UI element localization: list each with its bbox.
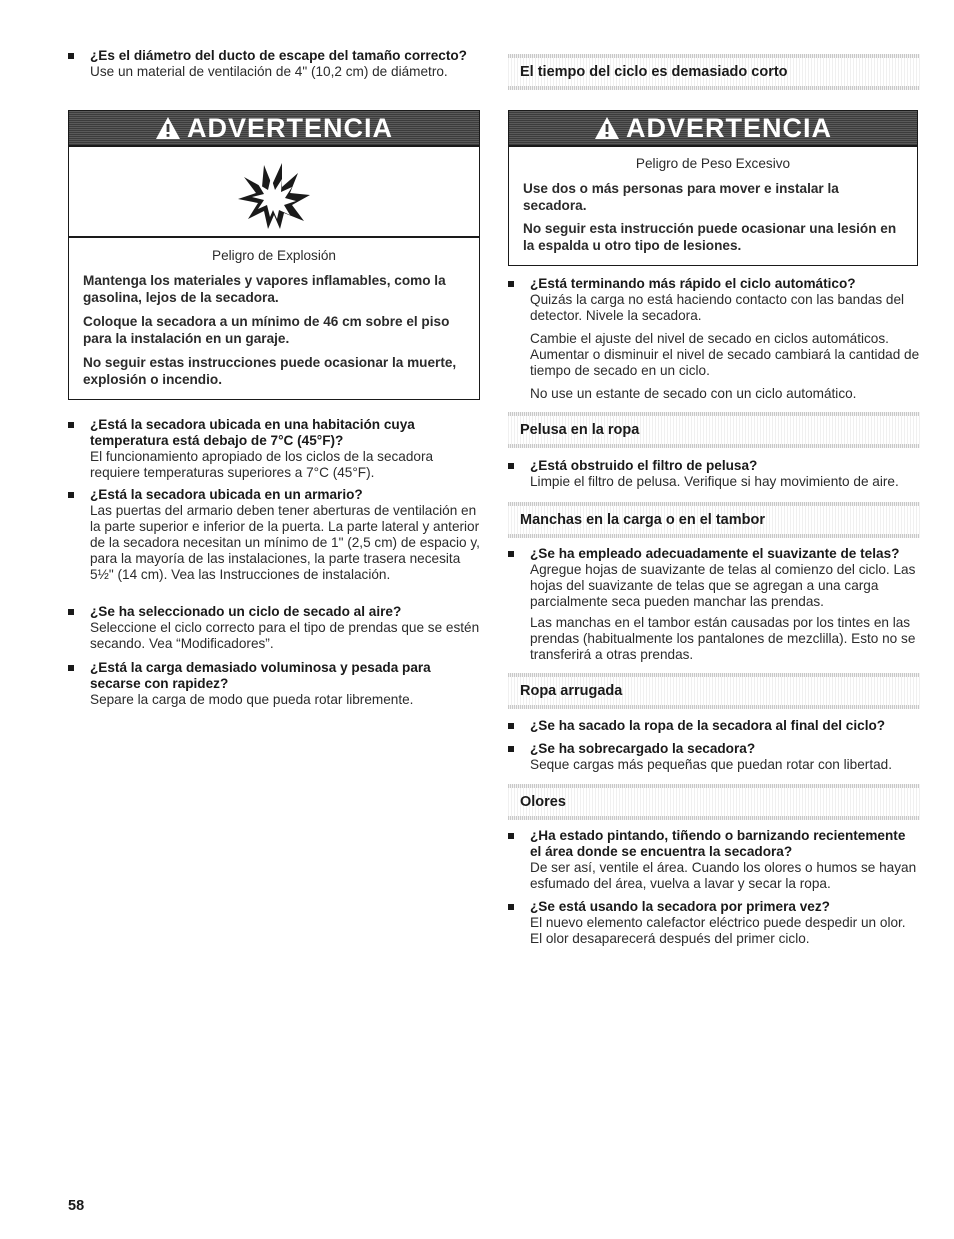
list-item [508, 741, 920, 773]
question [508, 899, 920, 915]
section-title: Ropa arrugada [520, 683, 623, 699]
list-item [508, 828, 920, 892]
warning-subtitle: Peligro de Explosión [212, 248, 336, 263]
bullet-icon [68, 53, 74, 59]
question [508, 276, 920, 292]
answer-text: Use un material de ventilación de 4" (10,2 cm) de diámetro. [90, 64, 448, 79]
warning-triangle-icon [155, 116, 181, 140]
warning-line: No seguir estas instrucciones puede ocasionar la muerte, explosión o incendio. [83, 355, 457, 387]
question [508, 828, 920, 860]
warning-header [509, 111, 917, 145]
list-item [68, 48, 480, 80]
question-text: ¿Se ha sobrecargado la secadora? [530, 741, 756, 756]
answer-text: Seleccione el ciclo correcto para el tipo de prendas que se estén secando. Vea “Modificadores”. [90, 620, 480, 651]
question-text: ¿Ha estado pintando, tiñendo o barnizando recientemente el área donde se encuentra la secadora? [530, 828, 906, 859]
question-text: ¿Se ha sacado la ropa de la secadora al final del ciclo? [530, 718, 886, 733]
question-text: ¿Está obstruido el filtro de pelusa? [530, 458, 758, 473]
list-item [68, 604, 480, 652]
warning-subtitle: Peligro de Peso Excesivo [635, 156, 791, 171]
question [508, 741, 920, 757]
warning-line: No seguir esta instrucción puede ocasionar una lesión en la espalda u otro tipo de lesiones. [523, 221, 897, 253]
question [508, 458, 920, 474]
answer-text: Cambie el ajuste del nivel de secado en ciclos automáticos. Aumentar o disminuir el nivel de secado cambiará la cantidad de tiempo de secado en un ciclo. [530, 331, 920, 378]
section-title: El tiempo del ciclo es demasiado corto [520, 64, 788, 80]
bullet-icon [508, 833, 514, 839]
list-item [508, 546, 920, 610]
page-number: 58 [68, 1198, 85, 1214]
answer-text: El funcionamiento apropiado de los ciclos de la secadora requiere temperaturas superiores a 7°C (45°F). [90, 449, 434, 480]
bullet-icon [508, 723, 514, 729]
section-header-cycle [508, 54, 920, 90]
question [68, 48, 480, 64]
question [68, 660, 480, 692]
warning-header [69, 111, 479, 145]
warning-heading: ADVERTENCIA [186, 112, 393, 143]
section-title: Pelusa en la ropa [520, 422, 640, 438]
bullet-icon [508, 281, 514, 287]
answer-text: El nuevo elemento calefactor eléctrico puede despedir un olor. El olor desaparecerá después del primer ciclo. [530, 915, 906, 946]
answer-text: Quizás la carga no está haciendo contacto con las bandas del detector. Nivele la secadora. [530, 292, 905, 323]
question-text: ¿Se está usando la secadora por primera vez? [530, 899, 830, 914]
list-item [68, 417, 480, 481]
question [68, 417, 480, 449]
answer-text: Las manchas en el tambor están causadas por los tintes en las prendas (habitualmente los pantalones de mezclilla). Esto no se transferirá a otras prendas. [530, 615, 916, 662]
explosion-icon [234, 159, 314, 231]
section-title: Olores [520, 794, 566, 810]
answer-text: Seque cargas más pequeñas que puedan rotar con libertad. [530, 757, 892, 772]
answer-text: Agregue hojas de suavizante de telas al comienzo del ciclo. Las hojas del suavizante de telas que se agregan a una carga parcialmente seca pueden manchar las prendas. [530, 562, 916, 609]
weight-warning-box [508, 110, 918, 266]
divider [69, 145, 479, 147]
warning-line: Use dos o más personas para mover e instalar la secadora. [523, 181, 839, 213]
question-text: ¿Es el diámetro del ducto de escape del tamaño correcto? [90, 48, 467, 63]
question [508, 718, 920, 734]
divider [509, 145, 917, 147]
bullet-icon [68, 665, 74, 671]
warning-line: Mantenga los materiales y vapores inflamables, como la gasolina, lejos de la secadora. [83, 273, 446, 305]
question-text: ¿Está la secadora ubicada en una habitación cuya temperatura está debajo de 7°C (45°F)? [90, 417, 415, 448]
warning-heading: ADVERTENCIA [625, 112, 832, 143]
explosion-warning-box [68, 110, 480, 400]
list-item [508, 458, 920, 490]
question-text: ¿Se ha empleado adecuadamente el suavizante de telas? [530, 546, 900, 561]
section-header-odors [508, 784, 920, 820]
list-item [508, 899, 920, 947]
question [68, 604, 480, 620]
warning-triangle-icon [594, 116, 620, 140]
question-text: ¿Está terminando más rápido el ciclo automático? [530, 276, 856, 291]
answer-text: Separe la carga de modo que pueda rotar libremente. [90, 692, 414, 707]
answer-text: No use un estante de secado con un ciclo automático. [530, 386, 857, 401]
section-header-stains [508, 502, 920, 538]
bullet-icon [508, 463, 514, 469]
question [508, 546, 920, 562]
list-item [508, 276, 920, 324]
list-item [68, 487, 480, 583]
bullet-icon [68, 422, 74, 428]
question [68, 487, 480, 503]
section-title: Manchas en la carga o en el tambor [520, 512, 765, 528]
list-item [68, 660, 480, 708]
bullet-icon [508, 551, 514, 557]
bullet-icon [68, 492, 74, 498]
question-text: ¿Se ha seleccionado un ciclo de secado al aire? [90, 604, 402, 619]
bullet-icon [508, 904, 514, 910]
list-item [508, 718, 920, 734]
section-header-wrinkled [508, 673, 920, 709]
question-text: ¿Está la carga demasiado voluminosa y pesada para secarse con rapidez? [90, 660, 431, 691]
warning-line: Coloque la secadora a un mínimo de 46 cm sobre el piso para la instalación en un garaje. [83, 314, 450, 346]
bullet-icon [68, 609, 74, 615]
answer-text: Las puertas del armario deben tener aberturas de ventilación en la parte superior e inferior de la puerta. La parte lateral y anterior de la secadora necesitan un mínimo de 1" (2,5 cm) de espacio y, para la mayoría de las instalaciones, la parte trasera necesita 5½" (14 cm). Vea las Instrucciones de instalación. [90, 503, 480, 582]
answer-text: Limpie el filtro de pelusa. Verifique si hay movimiento de aire. [530, 474, 899, 489]
question-text: ¿Está la secadora ubicada en un armario? [90, 487, 363, 502]
section-header-lint [508, 412, 920, 448]
bullet-icon [508, 746, 514, 752]
divider [69, 236, 479, 238]
answer-text: De ser así, ventile el área. Cuando los olores o humos se hayan esfumado del área, vuelva a lavar y secar la ropa. [530, 860, 917, 891]
